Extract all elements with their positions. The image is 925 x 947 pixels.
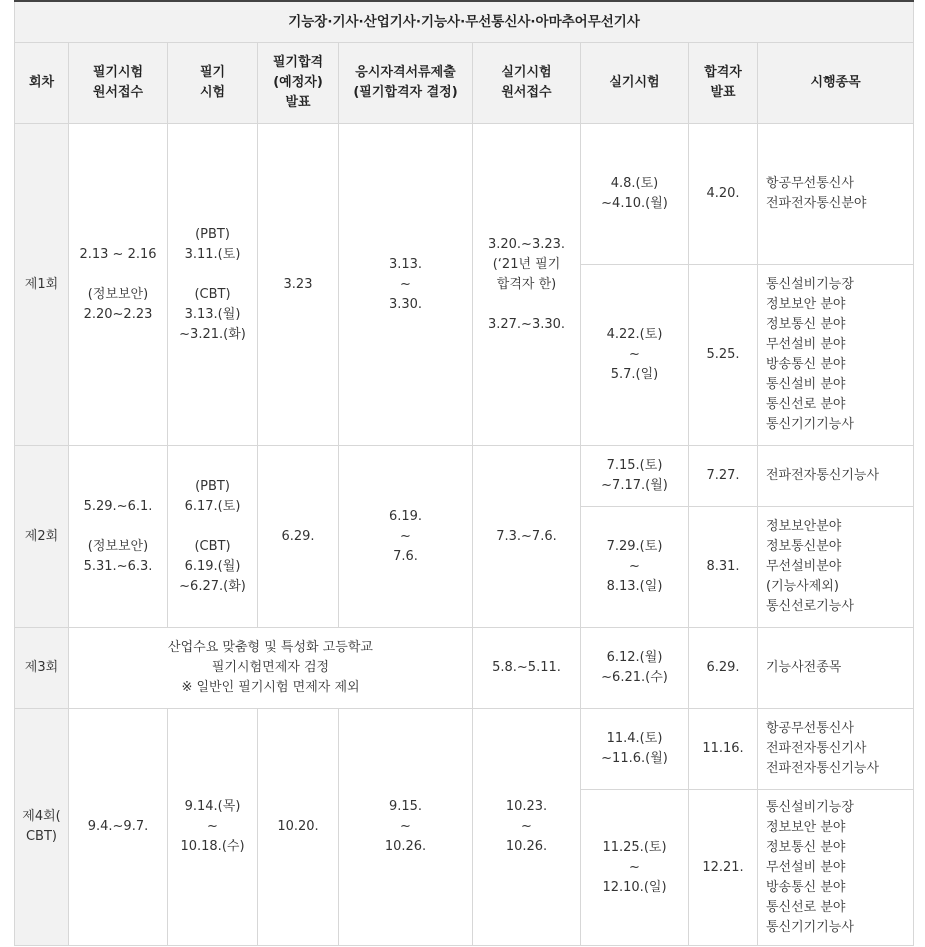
exemption-note-line: 필기시험면제자 검정 (211, 660, 330, 675)
header-written-apply: 필기시험 원서접수 (69, 43, 168, 124)
written-apply-cell-line: 5.29.~6.1. (83, 498, 153, 514)
practical-exam-cell-line: 7.15.(토) (606, 458, 663, 473)
items-cell-line: 무선설비 분야 (766, 337, 846, 352)
practical-apply-cell-line: 합격자 한) (496, 276, 557, 292)
practical-apply-cell-line: 10.26. (505, 839, 548, 854)
written-apply-cell-line (69, 265, 167, 285)
exam-schedule-table (14, 0, 914, 946)
items-cell (758, 507, 914, 628)
header-result: 합격자 발표 (689, 43, 758, 124)
items-cell-line: 기능사전종목 (766, 660, 842, 675)
round-name-line: CBT) (25, 829, 57, 844)
written-result-cell-line: 3.23 (283, 276, 313, 292)
items-cell-line: 전파전자통신기능사 (766, 761, 880, 776)
round-name (15, 446, 69, 628)
items-cell-line: 정보보안분야 (766, 519, 842, 534)
items-cell (758, 790, 914, 946)
result-cell-line: 6.29. (706, 660, 740, 675)
items-cell-line: 통신선로 분야 (766, 899, 846, 915)
round-name-line: 제4회( (22, 809, 61, 824)
written-apply-cell (69, 124, 168, 446)
practical-exam-cell-line: 4.8.(토) (610, 176, 659, 191)
written-exam-cell-line: ~ (207, 819, 218, 834)
docs-cell-line: 9.15. (388, 799, 423, 814)
items-cell (758, 265, 914, 446)
written-apply-cell-line: 2.20~2.23 (83, 306, 153, 322)
written-exam-cell-line (168, 265, 257, 285)
items-cell-line: 통신기기기능사 (766, 919, 854, 935)
table-title: 기능장·기사·산업기사·기능사·무선통신사·아마추어무선기사 (15, 1, 914, 43)
round-name (15, 124, 69, 446)
practical-exam-cell-line: 11.25.(토) (602, 839, 667, 855)
practical-exam-cell-line: ~7.17.(월) (601, 478, 668, 493)
result-cell-line: 7.27. (706, 468, 740, 483)
items-cell-line: 정보보안 분야 (766, 297, 846, 312)
items-cell-line: 항공무선통신사 (766, 176, 854, 191)
items-cell-line: 정보통신 분야 (766, 317, 846, 332)
written-result-cell (258, 446, 339, 628)
written-result-cell (258, 709, 339, 946)
written-exam-cell-line: ~6.27.(화) (179, 578, 246, 594)
written-exam-cell-line: 9.14.(목) (184, 799, 241, 814)
practical-exam-cell-line: ~11.6.(월) (601, 751, 668, 766)
practical-apply-cell (473, 628, 581, 709)
items-cell (758, 446, 914, 507)
practical-exam-cell-line: ~6.21.(수) (601, 670, 668, 685)
written-exam-cell-line: (PBT) (195, 478, 230, 494)
items-cell-line: 통신기기기능사 (766, 417, 854, 432)
header-written-result: 필기합격 (예정자) 발표 (258, 43, 339, 124)
written-apply-cell-line: 2.13 ~ 2.16 (79, 246, 157, 262)
items-cell-line: 통신설비기능장 (766, 277, 854, 292)
practical-exam-cell-line: ~ (629, 559, 640, 574)
practical-exam-cell-line: 4.22.(토) (606, 327, 663, 342)
docs-cell-line: 7.6. (393, 548, 418, 564)
practical-exam-cell-line: ~ (629, 859, 640, 875)
written-exam-cell-line: 6.17.(토) (184, 498, 241, 514)
items-cell-line: 통신선로 분야 (766, 397, 846, 412)
table-row (15, 124, 914, 265)
written-apply-cell-line (69, 517, 167, 537)
practical-apply-cell-line: (‘21년 필기 (492, 256, 561, 272)
written-exam-cell-line (168, 517, 257, 537)
practical-exam-cell (581, 446, 689, 507)
practical-apply-cell (473, 709, 581, 946)
items-cell-line: 방송통신 분야 (766, 879, 846, 895)
practical-exam-cell (581, 790, 689, 946)
practical-exam-cell-line: ~ (629, 347, 640, 362)
items-cell-line: 정보통신분야 (766, 539, 842, 554)
items-cell-line: 전파전자통신기능사 (766, 468, 880, 483)
items-cell-line: 정보통신 분야 (766, 839, 846, 855)
practical-apply-cell-line: 5.8.~5.11. (492, 660, 561, 675)
written-result-cell-line: 10.20. (277, 819, 319, 834)
written-exam-cell (168, 446, 258, 628)
practical-apply-cell-line: 3.27.~3.30. (487, 316, 566, 332)
docs-cell-line: 3.13. (388, 256, 423, 272)
items-cell (758, 124, 914, 265)
round-name-line: 제1회 (24, 276, 59, 292)
written-exam-cell-line: (CBT) (194, 286, 231, 302)
written-exam-cell-line: 6.19.(월) (184, 558, 241, 574)
written-apply-cell-line: 9.4.~9.7. (87, 819, 149, 834)
result-cell (689, 709, 758, 790)
result-cell (689, 265, 758, 446)
written-exam-cell-line: 3.13.(월) (184, 306, 241, 322)
practical-apply-cell-line: 7.3.~7.6. (496, 528, 557, 544)
table-row (15, 628, 914, 709)
round-name (15, 709, 69, 946)
docs-cell-line: ~ (400, 276, 411, 292)
items-cell (758, 709, 914, 790)
practical-apply-cell-line: 10.23. (505, 799, 548, 814)
written-apply-cell (69, 446, 168, 628)
written-exam-cell-line: (PBT) (195, 226, 230, 242)
docs-cell (339, 124, 473, 446)
practical-exam-cell (581, 507, 689, 628)
items-cell-line: 항공무선통신사 (766, 721, 854, 736)
items-cell-line: 전파전자통신기사 (766, 741, 867, 756)
header-practical: 실기시험 (581, 43, 689, 124)
docs-cell-line: 10.26. (384, 839, 427, 854)
round-name (15, 628, 69, 709)
written-exam-cell (168, 709, 258, 946)
practical-exam-cell (581, 628, 689, 709)
practical-apply-cell-line: ~ (521, 819, 532, 834)
written-exam-cell (168, 124, 258, 446)
docs-cell (339, 446, 473, 628)
practical-exam-cell-line: 6.12.(월) (606, 650, 663, 665)
items-cell-line: (기능사제외) (766, 579, 839, 594)
result-cell-line: 8.31. (706, 559, 740, 574)
table-row (15, 446, 914, 507)
items-cell (758, 628, 914, 709)
practical-exam-cell-line: 11.4.(토) (606, 731, 663, 746)
result-cell (689, 124, 758, 265)
table-row (15, 709, 914, 790)
practical-apply-cell-line (473, 295, 580, 315)
practical-exam-cell-line: 5.7.(일) (610, 367, 659, 382)
practical-exam-cell-line: 8.13.(일) (606, 579, 663, 594)
exemption-note-line: 산업수요 맞춤형 및 특성화 고등학교 (168, 640, 373, 655)
header-row (15, 43, 914, 124)
docs-cell (339, 709, 473, 946)
items-cell-line: 전파전자통신분야 (766, 196, 867, 211)
round-name-line: 제2회 (24, 528, 59, 544)
practical-exam-cell (581, 709, 689, 790)
written-apply-cell-line: (정보보안) (87, 286, 149, 302)
header-docs: 응시자격서류제출 (필기합격자 결정) (339, 43, 473, 124)
written-exam-cell-line: ~3.21.(화) (179, 326, 246, 342)
header-items: 시행종목 (758, 43, 914, 124)
exemption-note (69, 628, 473, 709)
items-cell-line: 무선설비분야 (766, 559, 842, 574)
docs-cell-line: 6.19. (388, 508, 423, 524)
written-result-cell (258, 124, 339, 446)
written-apply-cell-line: 5.31.~6.3. (83, 558, 153, 574)
written-exam-cell-line: (CBT) (194, 538, 231, 554)
result-cell (689, 628, 758, 709)
result-cell (689, 446, 758, 507)
round-name-line: 제3회 (24, 660, 59, 675)
practical-exam-cell-line: ~4.10.(월) (601, 196, 668, 211)
result-cell (689, 507, 758, 628)
items-cell-line: 무선설비 분야 (766, 859, 846, 875)
result-cell (689, 790, 758, 946)
exemption-note-line: ※ 일반인 필기시험 면제자 제외 (181, 680, 360, 695)
written-apply-cell (69, 709, 168, 946)
result-cell-line: 11.16. (702, 741, 744, 756)
result-cell-line: 5.25. (706, 347, 740, 362)
written-apply-cell-line: (정보보안) (87, 538, 149, 554)
practical-apply-cell (473, 446, 581, 628)
practical-exam-cell-line: 7.29.(토) (606, 539, 663, 554)
docs-cell-line: ~ (400, 528, 411, 544)
docs-cell-line: ~ (400, 819, 411, 834)
result-cell-line: 12.21. (702, 859, 744, 875)
written-exam-cell-line: 10.18.(수) (180, 839, 245, 854)
docs-cell-line: 3.30. (388, 296, 423, 312)
practical-exam-cell-line: 12.10.(일) (602, 879, 667, 895)
items-cell-line: 통신설비 분야 (766, 377, 846, 392)
items-cell-line: 방송통신 분야 (766, 357, 846, 372)
practical-apply-cell-line: 3.20.~3.23. (487, 236, 566, 252)
practical-exam-cell (581, 265, 689, 446)
items-cell-line: 정보보안 분야 (766, 819, 846, 835)
header-written-exam: 필기 시험 (168, 43, 258, 124)
header-round: 회차 (15, 43, 69, 124)
written-exam-cell-line: 3.11.(토) (184, 246, 241, 262)
result-cell-line: 4.20. (706, 186, 740, 201)
written-result-cell-line: 6.29. (281, 528, 315, 544)
items-cell-line: 통신선로기능사 (766, 599, 854, 614)
practical-apply-cell (473, 124, 581, 446)
header-practical-apply: 실기시험 원서접수 (473, 43, 581, 124)
practical-exam-cell (581, 124, 689, 265)
items-cell-line: 통신설비기능장 (766, 799, 854, 815)
